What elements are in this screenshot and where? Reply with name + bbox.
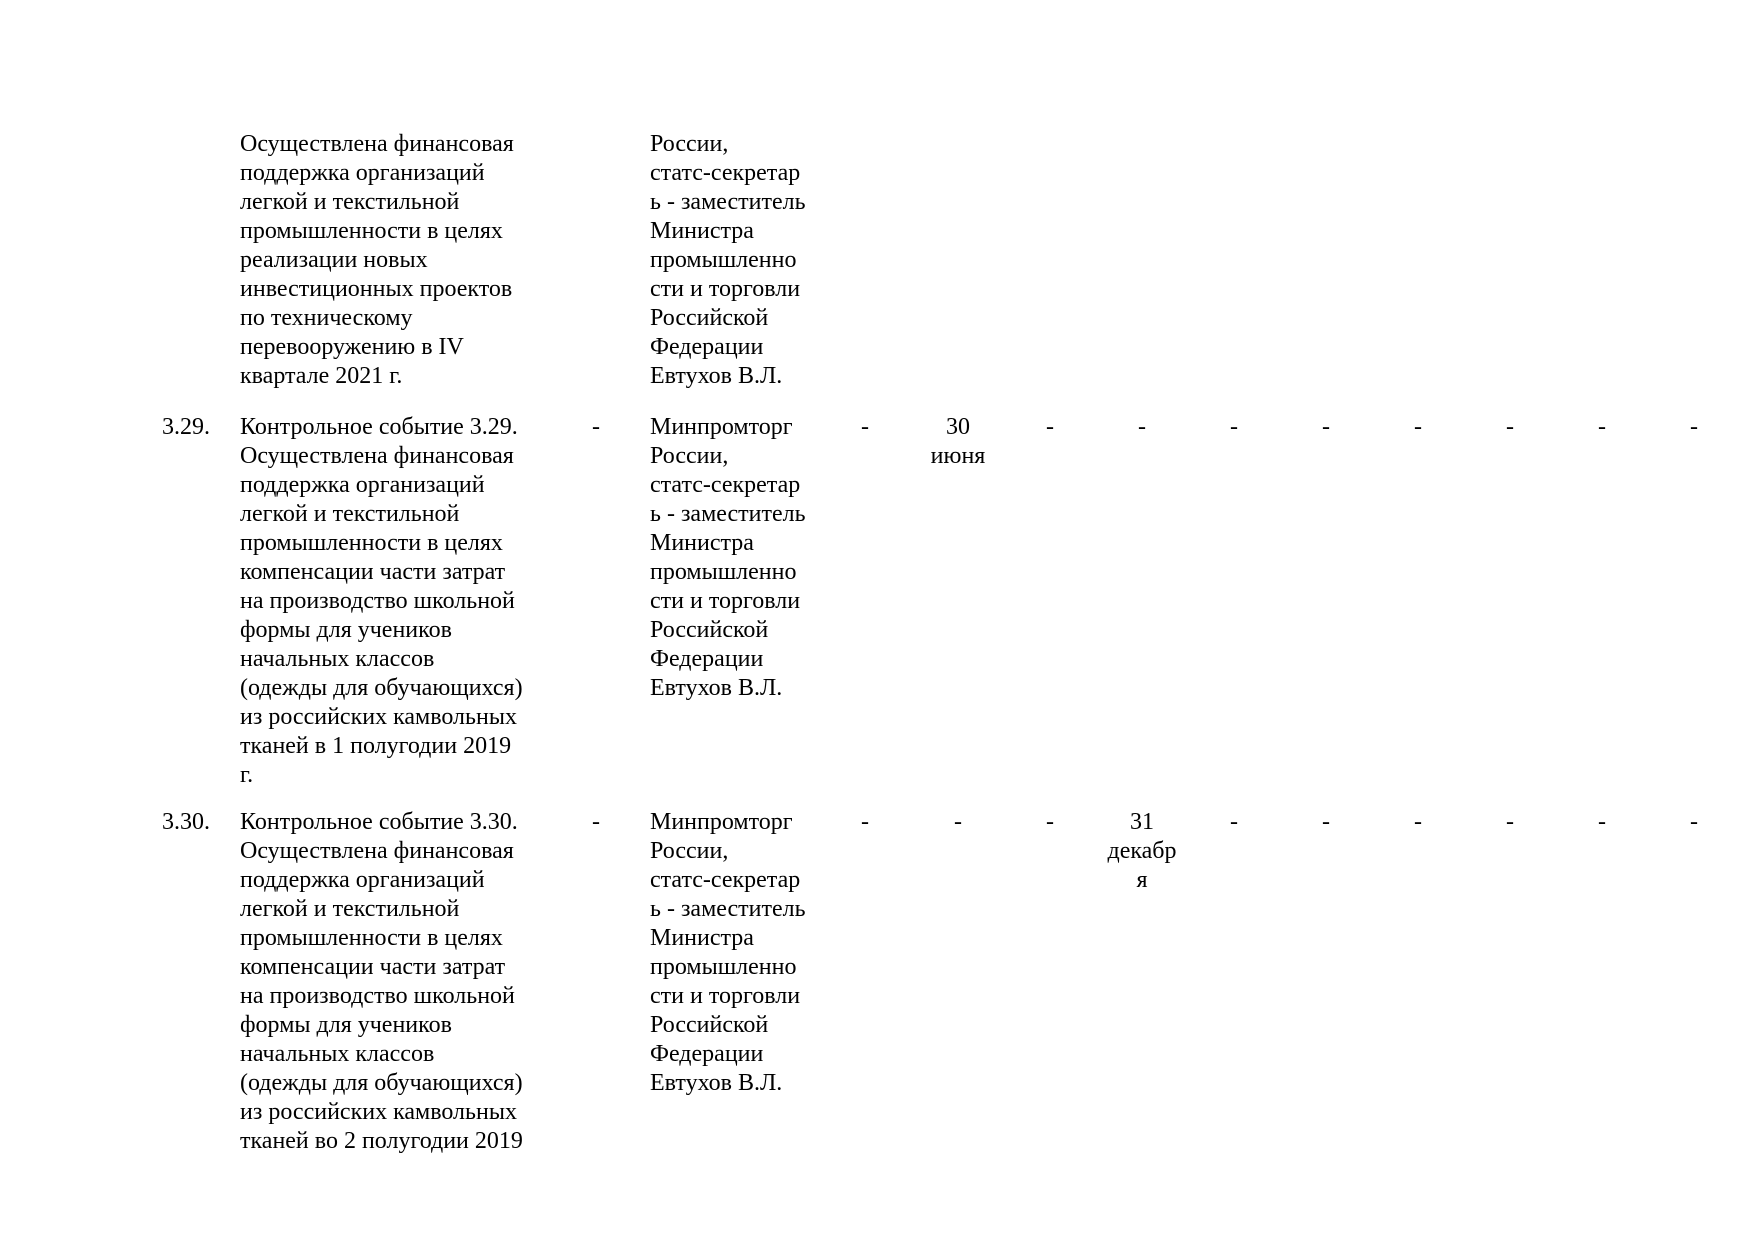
text-line: г. [240,762,254,788]
period-7-cell: - [1506,809,1514,835]
period-5-cell: - [1322,809,1330,835]
text-line: сти и торговли [650,588,801,614]
period-3-cell [1102,413,1182,442]
text-line: - [1138,414,1146,440]
text-line: начальных классов [240,1041,435,1067]
period-2-cell: - [1046,809,1054,835]
text-line: начальных классов [240,646,435,672]
text-line: сти и торговли [650,276,801,302]
period-7-cell: - [1506,414,1514,440]
period-1-cell [918,808,998,837]
text-line: Министра [650,925,754,951]
text-line: промышленно [650,559,797,585]
period-3-cell [1102,808,1182,895]
text-line: инвестиционных проектов [240,276,513,302]
text-line: формы для учеников [240,617,452,643]
text-line: декабр [1107,838,1177,864]
text-line: легкой и текстильной [240,189,460,215]
text-line: промышленно [650,247,797,273]
text-line: статс-секретар [650,867,801,893]
text-line: Осуществлена финансовая [240,443,514,469]
text-line: Федерации [650,646,764,672]
text-line: - [954,809,962,835]
text-line: легкой и текстильной [240,501,460,527]
period-6-cell: - [1414,809,1422,835]
text-line: Минпромторг [650,414,793,440]
continuation-responsible [650,130,806,391]
period-2-cell: - [1046,414,1054,440]
text-line: Контрольное событие 3.30. [240,809,518,835]
text-line: тканей во 2 полугодии 2019 [240,1128,523,1154]
text-line: России, [650,838,729,864]
text-line: Евтухов В.Л. [650,675,783,701]
text-line: Российской [650,305,769,331]
row-responsible [650,808,806,1098]
text-line: компенсации части затрат [240,559,506,585]
text-line: перевооружению в IV [240,334,464,360]
text-line: Евтухов В.Л. [650,363,783,389]
text-line: на производство школьной [240,983,515,1009]
text-line: России, [650,131,729,157]
text-line: июня [930,443,986,469]
text-line: промышленности в целях [240,925,503,951]
row-number: 3.30. [162,809,210,835]
row-responsible [650,413,806,703]
text-line: из российских камвольных [240,1099,517,1125]
period-8-cell: - [1598,414,1606,440]
text-line: Евтухов В.Л. [650,1070,783,1096]
text-line: 30 [946,414,970,440]
period-1-cell [918,413,998,471]
text-line: Российской [650,617,769,643]
period-6-cell: - [1414,414,1422,440]
text-line: промышленности в целях [240,218,503,244]
row-description [240,413,523,790]
text-line: Минпромторг [650,809,793,835]
text-line: Осуществлена финансовая [240,838,514,864]
text-line: ь - заместитель [650,501,806,527]
dash-cell: - [592,809,600,835]
dash-cell: - [592,414,600,440]
text-line: квартале 2021 г. [240,363,403,389]
text-line: Осуществлена финансовая [240,131,514,157]
text-line: на производство школьной [240,588,515,614]
text-line: Российской [650,1012,769,1038]
period-9-cell: - [1690,414,1698,440]
text-line: тканей в 1 полугодии 2019 [240,733,512,759]
text-line: промышленно [650,954,797,980]
text-line: Федерации [650,1041,764,1067]
period-8-cell: - [1598,809,1606,835]
text-line: реализации новых [240,247,428,273]
text-line: по техническому [240,305,413,331]
text-line: Министра [650,218,754,244]
row-description [240,808,523,1156]
text-line: ь - заместитель [650,896,806,922]
text-line: из российских камвольных [240,704,517,730]
text-line: статс-секретар [650,160,801,186]
text-line: поддержка организаций [240,472,485,498]
dash-cell: - [861,414,869,440]
text-line: (одежды для обучающихся) [240,1070,523,1096]
text-line: России, [650,443,729,469]
row-number: 3.29. [162,414,210,440]
text-line: Министра [650,530,754,556]
dash-cell: - [861,809,869,835]
period-9-cell: - [1690,809,1698,835]
text-line: сти и торговли [650,983,801,1009]
text-line: ь - заместитель [650,189,806,215]
text-line: компенсации части затрат [240,954,506,980]
period-5-cell: - [1322,414,1330,440]
text-line: промышленности в целях [240,530,503,556]
text-line: формы для учеников [240,1012,452,1038]
text-line: (одежды для обучающихся) [240,675,523,701]
period-4-cell: - [1230,809,1238,835]
text-line: легкой и текстильной [240,896,460,922]
text-line: статс-секретар [650,472,801,498]
text-line: поддержка организаций [240,867,485,893]
text-line: поддержка организаций [240,160,485,186]
text-line: я [1136,867,1148,893]
text-line: 31 [1130,809,1154,835]
text-line: Контрольное событие 3.29. [240,414,518,440]
continuation-description [240,130,514,391]
period-4-cell: - [1230,414,1238,440]
text-line: Федерации [650,334,764,360]
